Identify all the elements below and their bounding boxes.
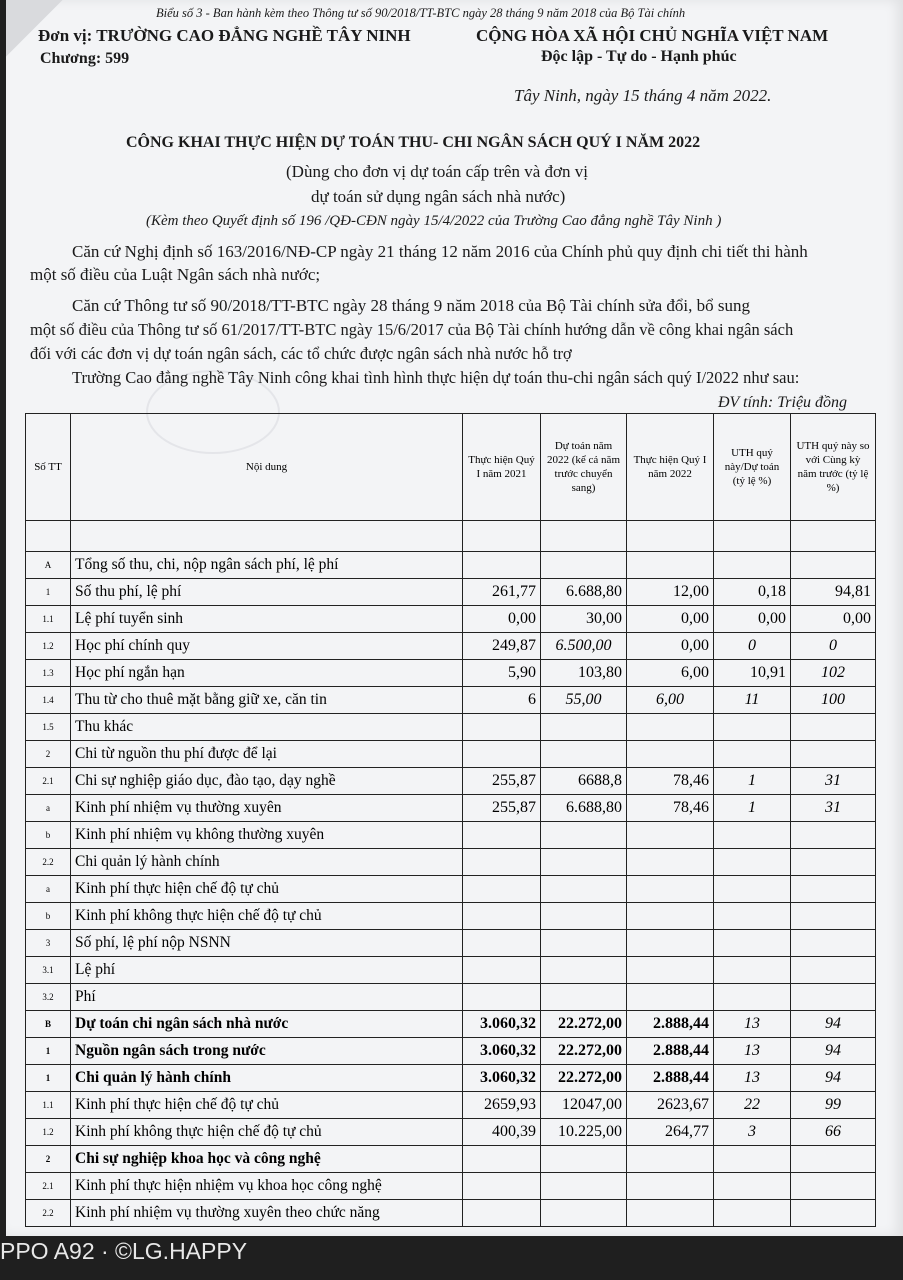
row-content: Học phí chính quy <box>71 633 463 660</box>
value-actual-2021 <box>463 521 541 552</box>
value-actual-2021: 261,77 <box>463 579 541 606</box>
value-actual-2022 <box>627 552 714 579</box>
table-header-row <box>26 414 876 521</box>
value-ratio-estimate: 10,91 <box>714 660 791 687</box>
row-number: 1.4 <box>26 687 71 714</box>
row-number: B <box>26 1011 71 1038</box>
value-actual-2022 <box>627 930 714 957</box>
value-ratio-estimate: 0 <box>714 633 791 660</box>
row-number: 3 <box>26 930 71 957</box>
value-estimate-2022: 6.688,80 <box>541 579 627 606</box>
form-note: Biểu số 3 - Ban hành kèm theo Thông tư số 90/2018/TT-BTC ngày 28 tháng 9 năm 2018 của Bộ Tài chính <box>156 6 686 20</box>
row-number: 2.1 <box>26 1173 71 1200</box>
row-content: Kinh phí thực hiện nhiệm vụ khoa học công nghệ <box>71 1173 463 1200</box>
col-header-actual-2021: Thực hiện Quý I năm 2021 <box>463 414 541 521</box>
row-number: 1.2 <box>26 1119 71 1146</box>
value-ratio-prior <box>791 552 876 579</box>
value-ratio-prior <box>791 849 876 876</box>
row-content: Kinh phí nhiệm vụ thường xuyên <box>71 795 463 822</box>
camera-watermark: PPO A92 · ©LG.HAPPY <box>0 1238 248 1264</box>
value-ratio-prior: 0 <box>791 633 876 660</box>
table-row <box>26 1038 876 1065</box>
value-actual-2021 <box>463 714 541 741</box>
value-actual-2022: 264,77 <box>627 1119 714 1146</box>
value-estimate-2022: 103,80 <box>541 660 627 687</box>
row-content: Kinh phí nhiệm vụ thường xuyên theo chức năng <box>71 1200 463 1227</box>
value-ratio-prior <box>791 957 876 984</box>
national-motto: Độc lập - Tự do - Hạnh phúc <box>541 48 737 65</box>
row-content: Số thu phí, lệ phí <box>71 579 463 606</box>
value-ratio-prior: 0,00 <box>791 606 876 633</box>
table-row <box>26 930 876 957</box>
row-number: 3.1 <box>26 957 71 984</box>
value-actual-2022: 78,46 <box>627 768 714 795</box>
row-content: Kinh phí nhiệm vụ không thường xuyên <box>71 822 463 849</box>
value-actual-2022: 78,46 <box>627 795 714 822</box>
value-actual-2021 <box>463 876 541 903</box>
value-actual-2021: 3.060,32 <box>463 1065 541 1092</box>
value-ratio-estimate: 0,00 <box>714 606 791 633</box>
table-row <box>26 660 876 687</box>
value-actual-2021 <box>463 984 541 1011</box>
value-estimate-2022: 6.500,00 <box>541 633 627 660</box>
value-actual-2021: 400,39 <box>463 1119 541 1146</box>
value-actual-2021: 3.060,32 <box>463 1038 541 1065</box>
value-ratio-prior: 31 <box>791 768 876 795</box>
basis-paragraph-1b: một số điều của Luật Ngân sách nhà nước; <box>30 265 321 284</box>
value-ratio-prior: 66 <box>791 1119 876 1146</box>
value-ratio-prior: 99 <box>791 1092 876 1119</box>
row-content: Kinh phí không thực hiện chế độ tự chủ <box>71 903 463 930</box>
value-actual-2021: 255,87 <box>463 795 541 822</box>
value-estimate-2022 <box>541 876 627 903</box>
nation-name: CỘNG HÒA XÃ HỘI CHỦ NGHĨA VIỆT NAM <box>476 26 829 45</box>
title-sub-2: dự toán sử dụng ngân sách nhà nước) <box>311 187 566 206</box>
row-content: Kinh phí thực hiện chế độ tự chủ <box>71 1092 463 1119</box>
value-actual-2021: 255,87 <box>463 768 541 795</box>
value-actual-2021 <box>463 552 541 579</box>
value-estimate-2022 <box>541 552 627 579</box>
value-actual-2022: 0,00 <box>627 633 714 660</box>
table-row <box>26 1200 876 1227</box>
value-estimate-2022: 10.225,00 <box>541 1119 627 1146</box>
row-content: Dự toán chi ngân sách nhà nước <box>71 1011 463 1038</box>
value-estimate-2022: 22.272,00 <box>541 1038 627 1065</box>
budget-table <box>25 413 876 1227</box>
value-ratio-prior: 100 <box>791 687 876 714</box>
row-number: 1.2 <box>26 633 71 660</box>
document-date: Tây Ninh, ngày 15 tháng 4 năm 2022. <box>514 86 772 105</box>
value-estimate-2022: 22.272,00 <box>541 1011 627 1038</box>
basis-paragraph-1a: Căn cứ Nghị định số 163/2016/NĐ-CP ngày 21 tháng 12 năm 2016 của Chính phủ quy định chi tiết thi hành <box>72 242 808 261</box>
value-ratio-estimate <box>714 741 791 768</box>
col-header-ratio-estimate: UTH quý này/Dự toán (tỷ lệ %) <box>714 414 791 521</box>
value-ratio-estimate <box>714 1200 791 1227</box>
value-ratio-estimate: 22 <box>714 1092 791 1119</box>
value-estimate-2022: 55,00 <box>541 687 627 714</box>
value-actual-2021: 2659,93 <box>463 1092 541 1119</box>
value-ratio-estimate <box>714 957 791 984</box>
value-ratio-prior: 94 <box>791 1011 876 1038</box>
col-header-actual-2022: Thực hiện Quý I năm 2022 <box>627 414 714 521</box>
value-estimate-2022 <box>541 1173 627 1200</box>
value-actual-2021 <box>463 903 541 930</box>
value-actual-2022 <box>627 957 714 984</box>
value-actual-2022: 2.888,44 <box>627 1065 714 1092</box>
value-ratio-estimate <box>714 984 791 1011</box>
basis-paragraph-2c: đối với các đơn vị dự toán ngân sách, các tổ chức được ngân sách nhà nước hỗ trợ <box>30 344 572 363</box>
value-estimate-2022: 6688,8 <box>541 768 627 795</box>
row-number: 1 <box>26 579 71 606</box>
table-row <box>26 795 876 822</box>
value-actual-2022 <box>627 876 714 903</box>
value-ratio-prior <box>791 714 876 741</box>
value-estimate-2022 <box>541 903 627 930</box>
value-ratio-prior: 102 <box>791 660 876 687</box>
row-number: 2 <box>26 741 71 768</box>
basis-paragraph-2a: Căn cứ Thông tư số 90/2018/TT-BTC ngày 28 tháng 9 năm 2018 của Bộ Tài chính sửa đổi, bổ sung <box>72 296 750 315</box>
row-number: 2.2 <box>26 1200 71 1227</box>
value-actual-2022 <box>627 822 714 849</box>
value-actual-2022: 6,00 <box>627 687 714 714</box>
value-actual-2021: 0,00 <box>463 606 541 633</box>
value-actual-2022: 2.888,44 <box>627 1038 714 1065</box>
table-row <box>26 1173 876 1200</box>
value-estimate-2022 <box>541 984 627 1011</box>
table-row <box>26 714 876 741</box>
col-header-content: Nội dung <box>71 414 463 521</box>
basis-paragraph-2b: một số điều của Thông tư số 61/2017/TT-BTC ngày 15/6/2017 của Bộ Tài chính hướng dẫn về công khai ngân sách <box>30 320 794 339</box>
value-actual-2022 <box>627 984 714 1011</box>
value-ratio-estimate <box>714 1173 791 1200</box>
value-actual-2022 <box>627 714 714 741</box>
document-page <box>6 0 903 1236</box>
value-ratio-prior: 94 <box>791 1065 876 1092</box>
row-number: 3.2 <box>26 984 71 1011</box>
value-ratio-prior <box>791 876 876 903</box>
value-ratio-estimate <box>714 876 791 903</box>
chapter-code: Chương: 599 <box>40 50 130 67</box>
col-header-ratio-prior: UTH quý này so với Cùng kỳ năm trước (tỷ lệ %) <box>791 414 876 521</box>
row-number: 2 <box>26 1146 71 1173</box>
value-actual-2022 <box>627 849 714 876</box>
value-estimate-2022 <box>541 714 627 741</box>
value-actual-2022 <box>627 741 714 768</box>
row-content: Chi quản lý hành chính <box>71 849 463 876</box>
disclosure-statement: Trường Cao đẳng nghề Tây Ninh công khai tình hình thực hiện dự toán thu-chi ngân sách quý I/2022 như sau: <box>72 368 800 387</box>
row-number: 1 <box>26 1038 71 1065</box>
value-actual-2021 <box>463 957 541 984</box>
row-content: Phí <box>71 984 463 1011</box>
table-row <box>26 849 876 876</box>
value-ratio-prior: 31 <box>791 795 876 822</box>
value-ratio-prior <box>791 930 876 957</box>
table-row <box>26 957 876 984</box>
value-estimate-2022: 12047,00 <box>541 1092 627 1119</box>
table-row <box>26 1119 876 1146</box>
value-ratio-prior <box>791 822 876 849</box>
value-ratio-estimate: 1 <box>714 795 791 822</box>
value-estimate-2022 <box>541 957 627 984</box>
value-actual-2021 <box>463 930 541 957</box>
value-actual-2022: 2.888,44 <box>627 1011 714 1038</box>
value-estimate-2022 <box>541 1200 627 1227</box>
value-ratio-prior <box>791 1146 876 1173</box>
row-number: b <box>26 903 71 930</box>
table-row <box>26 1092 876 1119</box>
row-number <box>26 521 71 552</box>
value-estimate-2022 <box>541 822 627 849</box>
value-actual-2021: 5,90 <box>463 660 541 687</box>
table-row <box>26 521 876 552</box>
value-actual-2021: 3.060,32 <box>463 1011 541 1038</box>
col-header-estimate-2022: Dự toán năm 2022 (kể cả năm trước chuyển sang) <box>541 414 627 521</box>
row-content: Thu khác <box>71 714 463 741</box>
value-ratio-estimate: 13 <box>714 1038 791 1065</box>
value-ratio-estimate: 1 <box>714 768 791 795</box>
value-estimate-2022 <box>541 849 627 876</box>
value-ratio-estimate <box>714 849 791 876</box>
value-actual-2021: 249,87 <box>463 633 541 660</box>
value-ratio-prior <box>791 521 876 552</box>
value-actual-2022 <box>627 521 714 552</box>
row-number: 1.5 <box>26 714 71 741</box>
value-ratio-prior <box>791 903 876 930</box>
value-ratio-estimate: 11 <box>714 687 791 714</box>
table-row <box>26 1146 876 1173</box>
table-row <box>26 741 876 768</box>
row-content: Học phí ngắn hạn <box>71 660 463 687</box>
row-number: 1.3 <box>26 660 71 687</box>
table-row <box>26 876 876 903</box>
table-row <box>26 633 876 660</box>
title-sub-1: (Dùng cho đơn vị dự toán cấp trên và đơn vị <box>286 162 588 181</box>
unit-note: ĐV tính: Triệu đồng <box>718 394 848 411</box>
row-number: 1 <box>26 1065 71 1092</box>
value-estimate-2022: 22.272,00 <box>541 1065 627 1092</box>
decision-reference: (Kèm theo Quyết định số 196 /QĐ-CĐN ngày 15/4/2022 của Trường Cao đẳng nghề Tây Ninh ) <box>146 213 722 229</box>
row-number: 1.1 <box>26 606 71 633</box>
value-ratio-prior <box>791 741 876 768</box>
value-estimate-2022 <box>541 521 627 552</box>
row-number: 2.2 <box>26 849 71 876</box>
value-ratio-prior <box>791 1173 876 1200</box>
row-number: a <box>26 876 71 903</box>
value-actual-2022: 2623,67 <box>627 1092 714 1119</box>
value-actual-2022: 6,00 <box>627 660 714 687</box>
table-row <box>26 687 876 714</box>
value-ratio-estimate: 13 <box>714 1011 791 1038</box>
value-ratio-prior <box>791 1200 876 1227</box>
document-title: CÔNG KHAI THỰC HIỆN DỰ TOÁN THU- CHI NGÂN SÁCH QUÝ I NĂM 2022 <box>126 134 701 151</box>
table-row <box>26 606 876 633</box>
value-ratio-estimate: 0,18 <box>714 579 791 606</box>
value-estimate-2022: 6.688,80 <box>541 795 627 822</box>
value-actual-2021 <box>463 822 541 849</box>
table-row <box>26 1065 876 1092</box>
row-number: A <box>26 552 71 579</box>
unit-name: Đơn vị: TRƯỜNG CAO ĐẲNG NGHỀ TÂY NINH <box>38 26 411 45</box>
row-number: 2.1 <box>26 768 71 795</box>
table-row <box>26 1011 876 1038</box>
row-content: Thu từ cho thuê mặt bằng giữ xe, căn tin <box>71 687 463 714</box>
row-number: 1.1 <box>26 1092 71 1119</box>
row-number: a <box>26 795 71 822</box>
row-content: Chi sự nghiệp giáo dục, đào tạo, dạy nghề <box>71 768 463 795</box>
table-row <box>26 822 876 849</box>
value-ratio-prior: 94,81 <box>791 579 876 606</box>
row-content: Nguồn ngân sách trong nước <box>71 1038 463 1065</box>
row-number: b <box>26 822 71 849</box>
value-actual-2022 <box>627 1146 714 1173</box>
value-ratio-estimate <box>714 1146 791 1173</box>
value-ratio-estimate <box>714 714 791 741</box>
row-content: Lệ phí tuyển sinh <box>71 606 463 633</box>
table-row <box>26 984 876 1011</box>
value-ratio-estimate <box>714 521 791 552</box>
value-actual-2022 <box>627 1200 714 1227</box>
row-content <box>71 521 463 552</box>
row-content: Lệ phí <box>71 957 463 984</box>
value-actual-2021 <box>463 741 541 768</box>
value-estimate-2022 <box>541 1146 627 1173</box>
row-content: Số phí, lệ phí nộp NSNN <box>71 930 463 957</box>
value-ratio-prior: 94 <box>791 1038 876 1065</box>
col-header-no: Số TT <box>26 414 71 521</box>
value-ratio-estimate <box>714 930 791 957</box>
value-ratio-estimate: 13 <box>714 1065 791 1092</box>
value-ratio-estimate: 3 <box>714 1119 791 1146</box>
row-content: Chi từ nguồn thu phí được để lại <box>71 741 463 768</box>
value-actual-2021 <box>463 1200 541 1227</box>
value-actual-2022 <box>627 903 714 930</box>
value-estimate-2022 <box>541 741 627 768</box>
value-ratio-estimate <box>714 903 791 930</box>
value-actual-2021 <box>463 1173 541 1200</box>
row-content: Tổng số thu, chi, nộp ngân sách phí, lệ phí <box>71 552 463 579</box>
value-actual-2022: 0,00 <box>627 606 714 633</box>
value-actual-2022 <box>627 1173 714 1200</box>
value-ratio-prior <box>791 984 876 1011</box>
value-actual-2021 <box>463 1146 541 1173</box>
table-row <box>26 768 876 795</box>
value-ratio-estimate <box>714 552 791 579</box>
value-ratio-estimate <box>714 822 791 849</box>
value-actual-2021: 6 <box>463 687 541 714</box>
value-estimate-2022: 30,00 <box>541 606 627 633</box>
table-row <box>26 552 876 579</box>
table-row <box>26 903 876 930</box>
table-row <box>26 579 876 606</box>
value-actual-2021 <box>463 849 541 876</box>
row-content: Chi quản lý hành chính <box>71 1065 463 1092</box>
row-content: Kinh phí thực hiện chế độ tự chủ <box>71 876 463 903</box>
row-content: Kinh phí không thực hiện chế độ tự chủ <box>71 1119 463 1146</box>
value-actual-2022: 12,00 <box>627 579 714 606</box>
row-content: Chi sự nghiệp khoa học và công nghệ <box>71 1146 463 1173</box>
value-estimate-2022 <box>541 930 627 957</box>
